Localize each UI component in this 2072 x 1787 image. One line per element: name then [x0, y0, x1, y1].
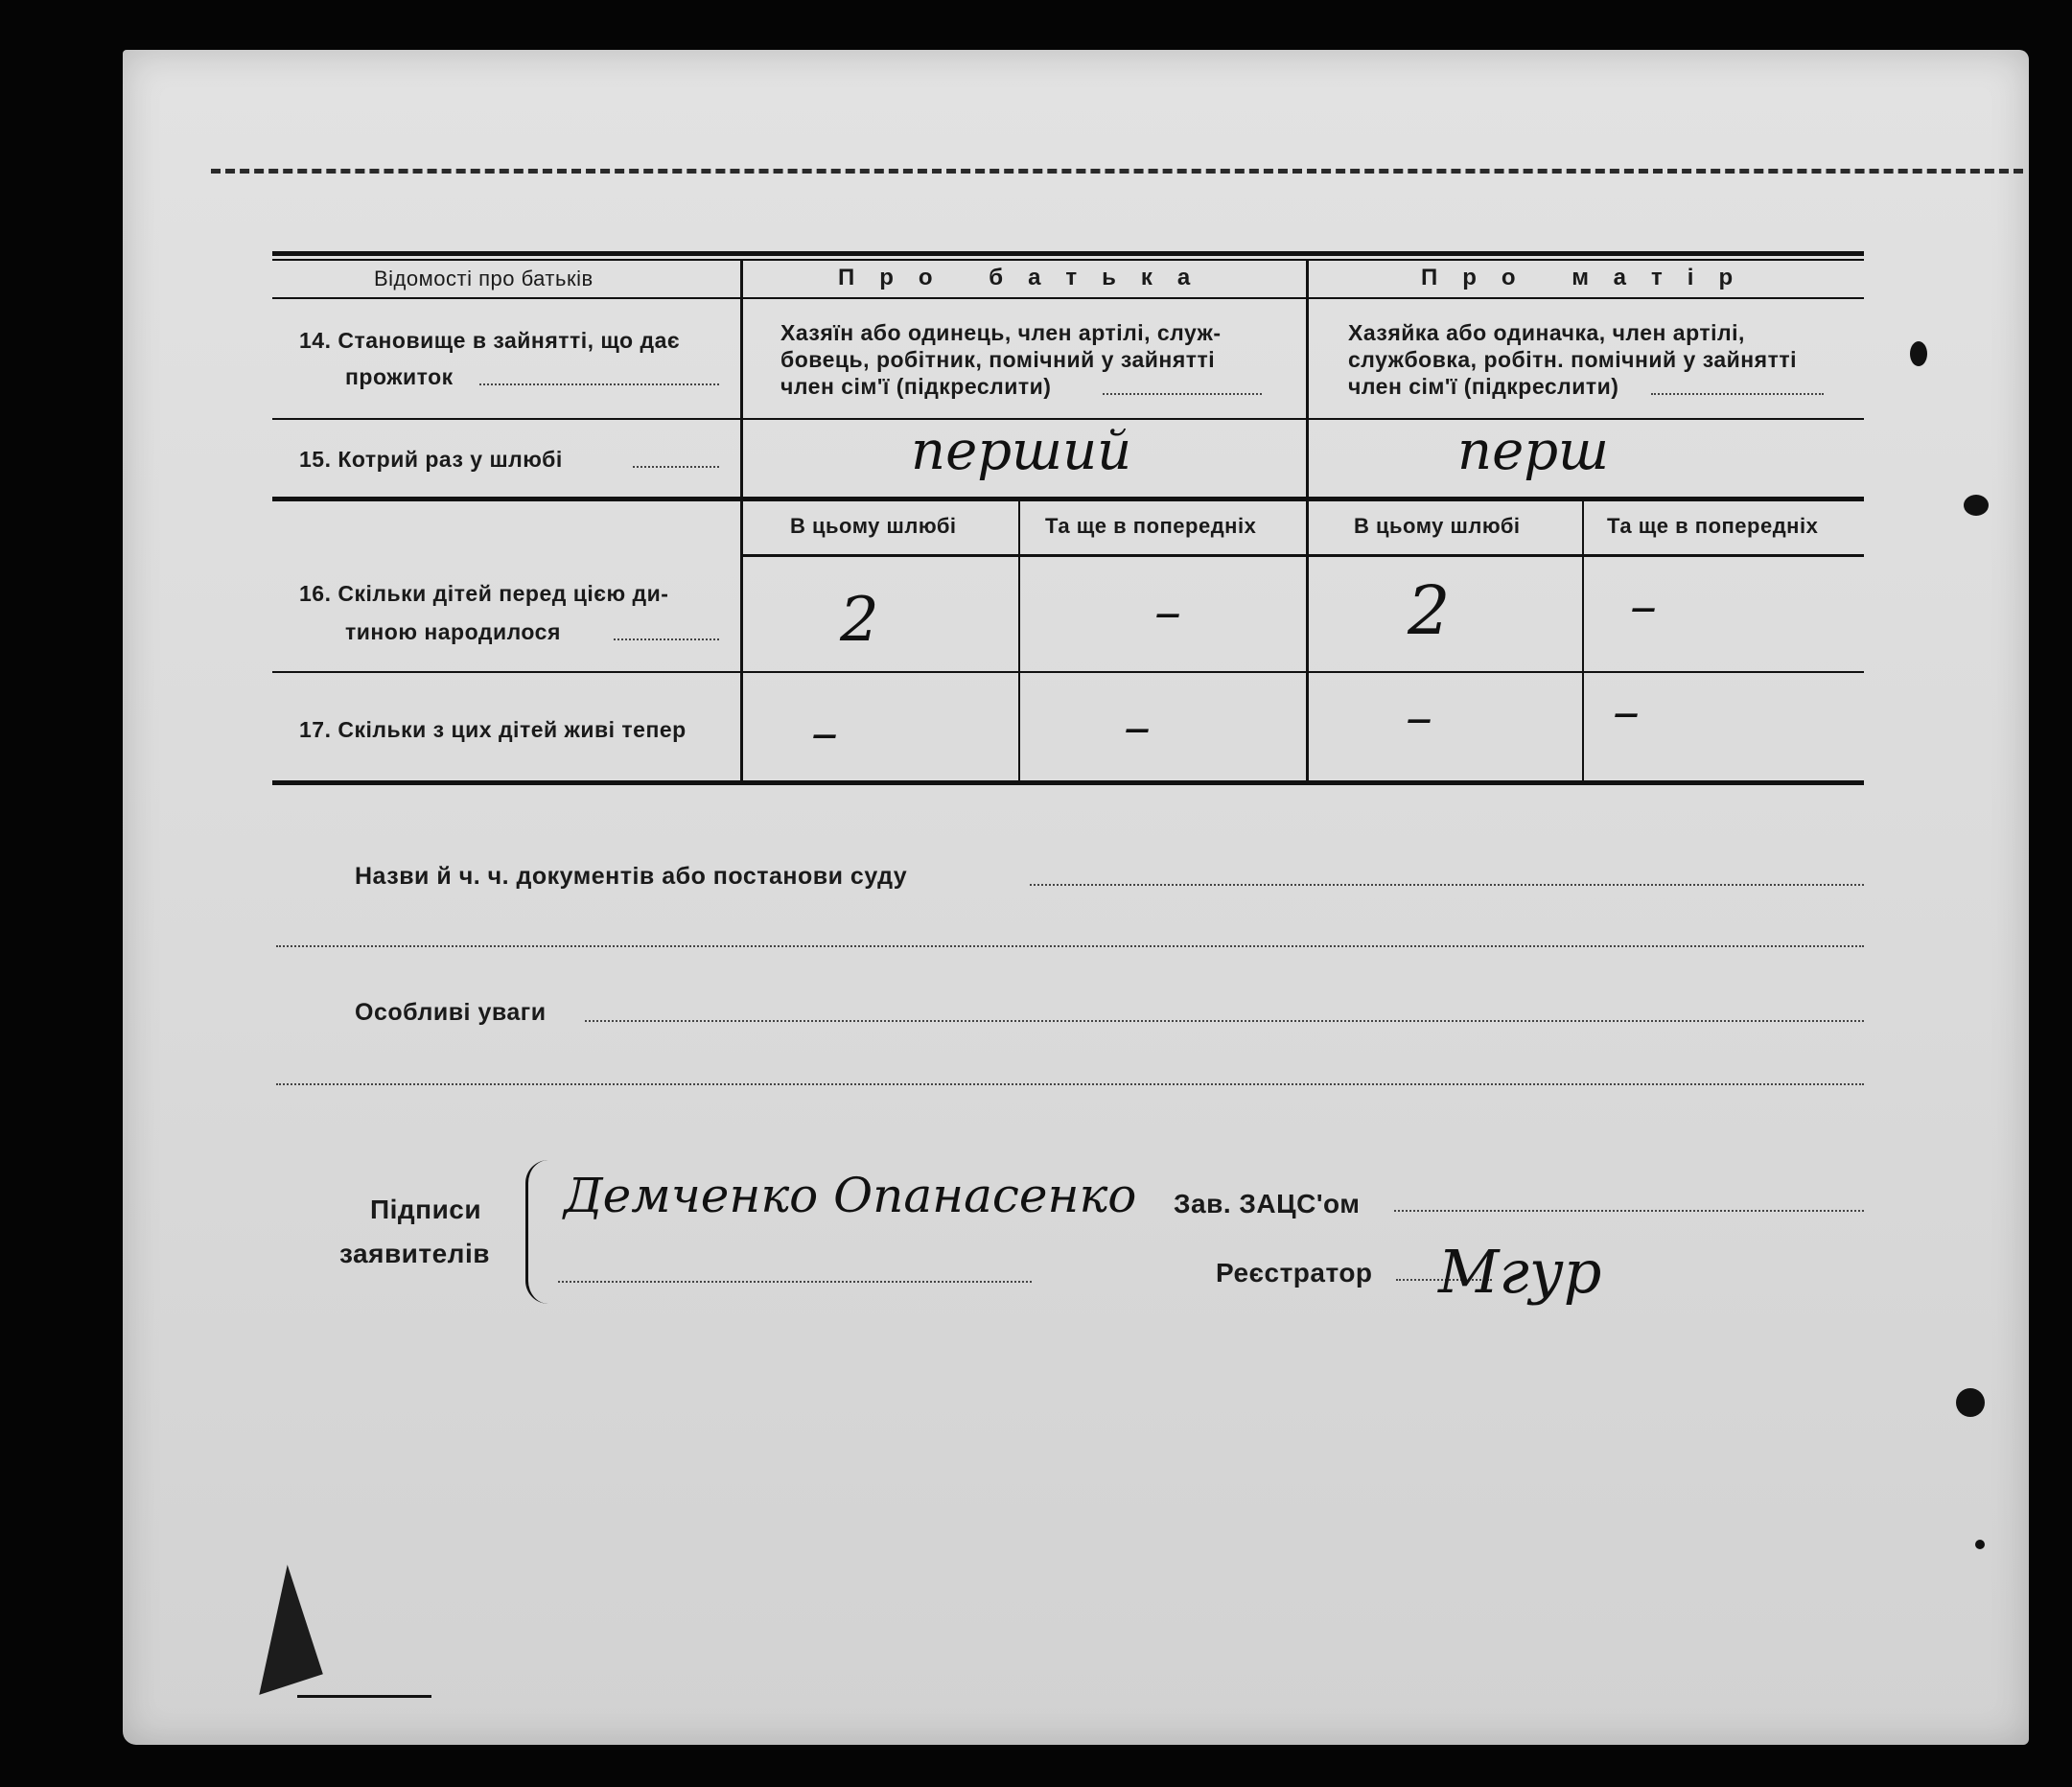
- table-top-rule: [272, 251, 1864, 256]
- row16-label-leader: [614, 638, 719, 640]
- row16-mother-prev: –: [1630, 575, 1657, 638]
- head-of-registry-label: Зав. ЗАЦС'ом: [1174, 1189, 1361, 1218]
- row14-mother-line2: службовка, робітн. помічний у зайнятті: [1348, 347, 1798, 372]
- subheader-mother-previous: Та ще в попередніх: [1607, 514, 1819, 538]
- paper-damage: [1956, 1388, 1985, 1417]
- row14-label-line1: 14. Становище в зайнятті, що дає: [299, 328, 681, 353]
- row16-label-line2: тиною народилося: [345, 619, 561, 644]
- signatures-label-line2: заявителів: [339, 1239, 490, 1268]
- row17-mother-prev: –: [1613, 681, 1640, 743]
- row17-father-this: –: [811, 702, 838, 764]
- documents-field: [1030, 884, 1864, 886]
- paper-damage: [1910, 341, 1927, 366]
- table-column-rule: [1582, 499, 1584, 782]
- signatures-brace: [525, 1160, 549, 1304]
- header-parents-info: Відомості про батьків: [374, 267, 594, 290]
- applicant-signature: Демченко Опанасенко: [564, 1168, 1137, 1223]
- table-rule: [272, 259, 1864, 261]
- row14-label-leader: [479, 383, 719, 385]
- header-father: Про батька: [838, 265, 1216, 290]
- row15-mother-value: перш: [1457, 420, 1610, 482]
- row16-father-this: 2: [840, 585, 879, 656]
- row14-father-line2: бовець, робітник, помічний у зайнятті: [780, 347, 1216, 372]
- table-column-rule: [740, 259, 743, 782]
- subheader-father-this-marriage: В цьому шлюбі: [790, 514, 957, 538]
- table-column-rule: [1018, 499, 1020, 782]
- documents-label: Назви й ч. ч. документів або постанови суду: [355, 863, 908, 890]
- header-mother: Про матір: [1421, 265, 1758, 290]
- row14-mother-line1: Хазяйка або одиначка, член артілі,: [1348, 320, 1745, 345]
- subheader-father-previous: Та ще в попередніх: [1045, 514, 1257, 538]
- row17-mother-this: –: [1406, 686, 1432, 749]
- table-rule: [740, 554, 1864, 557]
- row14-label-line2: прожиток: [345, 364, 454, 389]
- signatures-label-line1: Підписи: [370, 1195, 482, 1224]
- table-rule: [272, 497, 1864, 501]
- table-bottom-rule: [272, 780, 1864, 785]
- row16-father-prev: –: [1154, 581, 1181, 643]
- table-column-rule: [1306, 259, 1309, 782]
- document-page: [123, 50, 2029, 1745]
- table-rule: [272, 671, 1864, 673]
- row14-mother-leader: [1651, 393, 1824, 395]
- bottom-rule: [297, 1695, 431, 1698]
- paper-damage: [1975, 1540, 1985, 1549]
- remarks-label: Особливі уваги: [355, 999, 547, 1026]
- paper-damage: [1964, 495, 1989, 516]
- row16-mother-this: 2: [1408, 571, 1451, 650]
- registrar-signature: Мгур: [1438, 1237, 1602, 1307]
- registrar-label: Реєстратор: [1216, 1258, 1373, 1288]
- row14-father-leader: [1103, 393, 1262, 395]
- row17-label: 17. Скільки з цих дітей живі тепер: [299, 717, 687, 742]
- head-of-registry-field: [1394, 1210, 1864, 1212]
- row15-label: 15. Котрий раз у шлюбі: [299, 447, 563, 472]
- row15-father-value: перший: [911, 420, 1132, 482]
- remarks-field: [585, 1020, 1864, 1022]
- table-rule: [272, 297, 1864, 299]
- applicant-signature-line2: [558, 1281, 1032, 1283]
- documents-field-line2: [276, 945, 1864, 947]
- subheader-mother-this-marriage: В цьому шлюбі: [1354, 514, 1521, 538]
- row14-father-line3: член сім'ї (підкреслити): [780, 374, 1052, 399]
- cut-line: [211, 169, 2023, 174]
- row17-father-prev: –: [1124, 696, 1151, 758]
- row15-label-leader: [633, 466, 719, 468]
- remarks-field-line2: [276, 1083, 1864, 1085]
- row16-label-line1: 16. Скільки дітей перед цією ди-: [299, 581, 669, 606]
- row14-mother-line3: член сім'ї (підкреслити): [1348, 374, 1619, 399]
- row14-father-line1: Хазяїн або одинець, член артілі, служ-: [780, 320, 1222, 345]
